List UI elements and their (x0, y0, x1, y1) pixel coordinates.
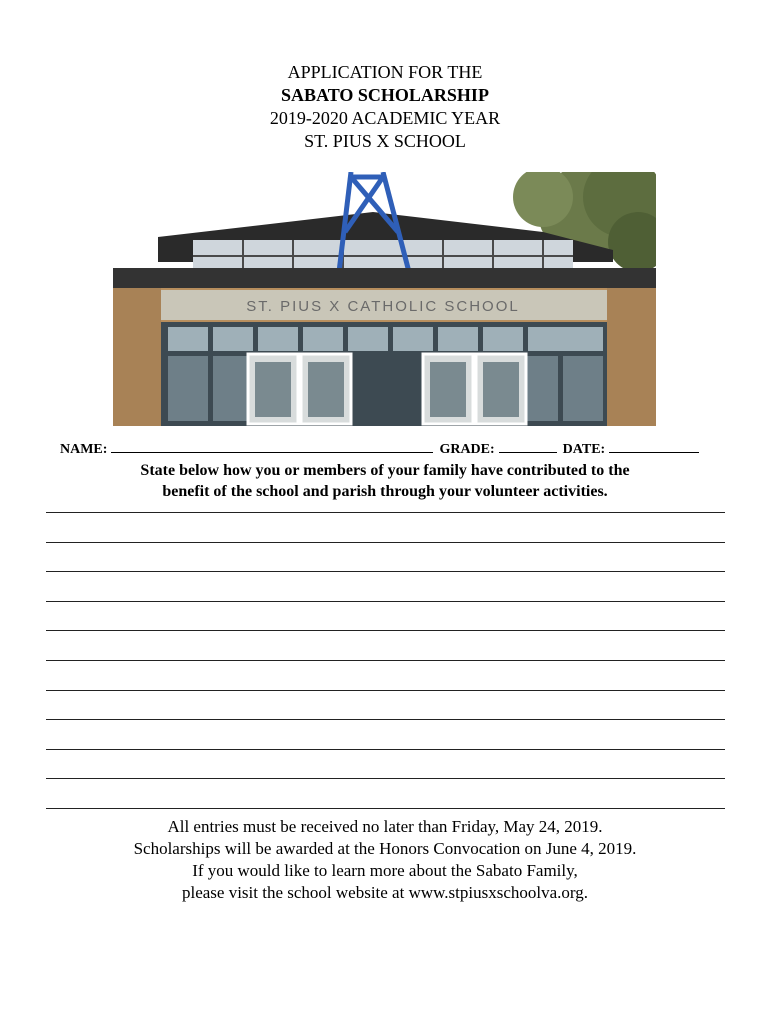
response-line[interactable] (46, 542, 725, 572)
scholarship-title: SABATO SCHOLARSHIP (281, 85, 489, 105)
school-name: ST. PIUS X SCHOOL (304, 131, 466, 151)
response-line[interactable] (46, 690, 725, 720)
applicant-fields (60, 440, 720, 458)
date-label: DATE: (562, 442, 606, 457)
response-line[interactable] (46, 749, 725, 779)
prompt-line-2: benefit of the school and parish through your volunteer activities. (162, 483, 608, 500)
submission-info (0, 816, 770, 904)
response-line[interactable] (46, 571, 725, 601)
deadline-text: All entries must be received no later than Friday, May 24, 2019. (167, 817, 603, 836)
name-field[interactable] (111, 440, 433, 453)
response-line[interactable] (46, 719, 725, 749)
academic-year: 2019-2020 ACADEMIC YEAR (269, 108, 501, 128)
grade-field[interactable] (499, 440, 557, 453)
volunteer-prompt (0, 460, 770, 502)
date-field[interactable] (609, 440, 699, 453)
response-line[interactable] (46, 660, 725, 690)
document-header (0, 61, 770, 153)
building-sign: ST. PIUS X CATHOLIC SCHOOL (246, 298, 520, 315)
name-label: NAME: (60, 442, 108, 457)
header-line-application: APPLICATION FOR THE (287, 62, 483, 82)
grade-label: GRADE: (439, 442, 495, 457)
learn-more-text: If you would like to learn more about the Sabato Family, (192, 861, 578, 880)
response-line[interactable] (46, 601, 725, 631)
prompt-line-1: State below how you or members of your family have contributed to the (140, 462, 630, 479)
response-line[interactable] (46, 778, 725, 808)
response-line[interactable] (46, 630, 725, 660)
school-photo (113, 172, 656, 426)
award-date-text: Scholarships will be awarded at the Honors Convocation on June 4, 2019. (133, 839, 637, 858)
response-line[interactable] (46, 512, 725, 542)
website-text: please visit the school website at www.stpiusxschoolva.org. (181, 883, 589, 902)
response-lines[interactable] (46, 512, 725, 838)
